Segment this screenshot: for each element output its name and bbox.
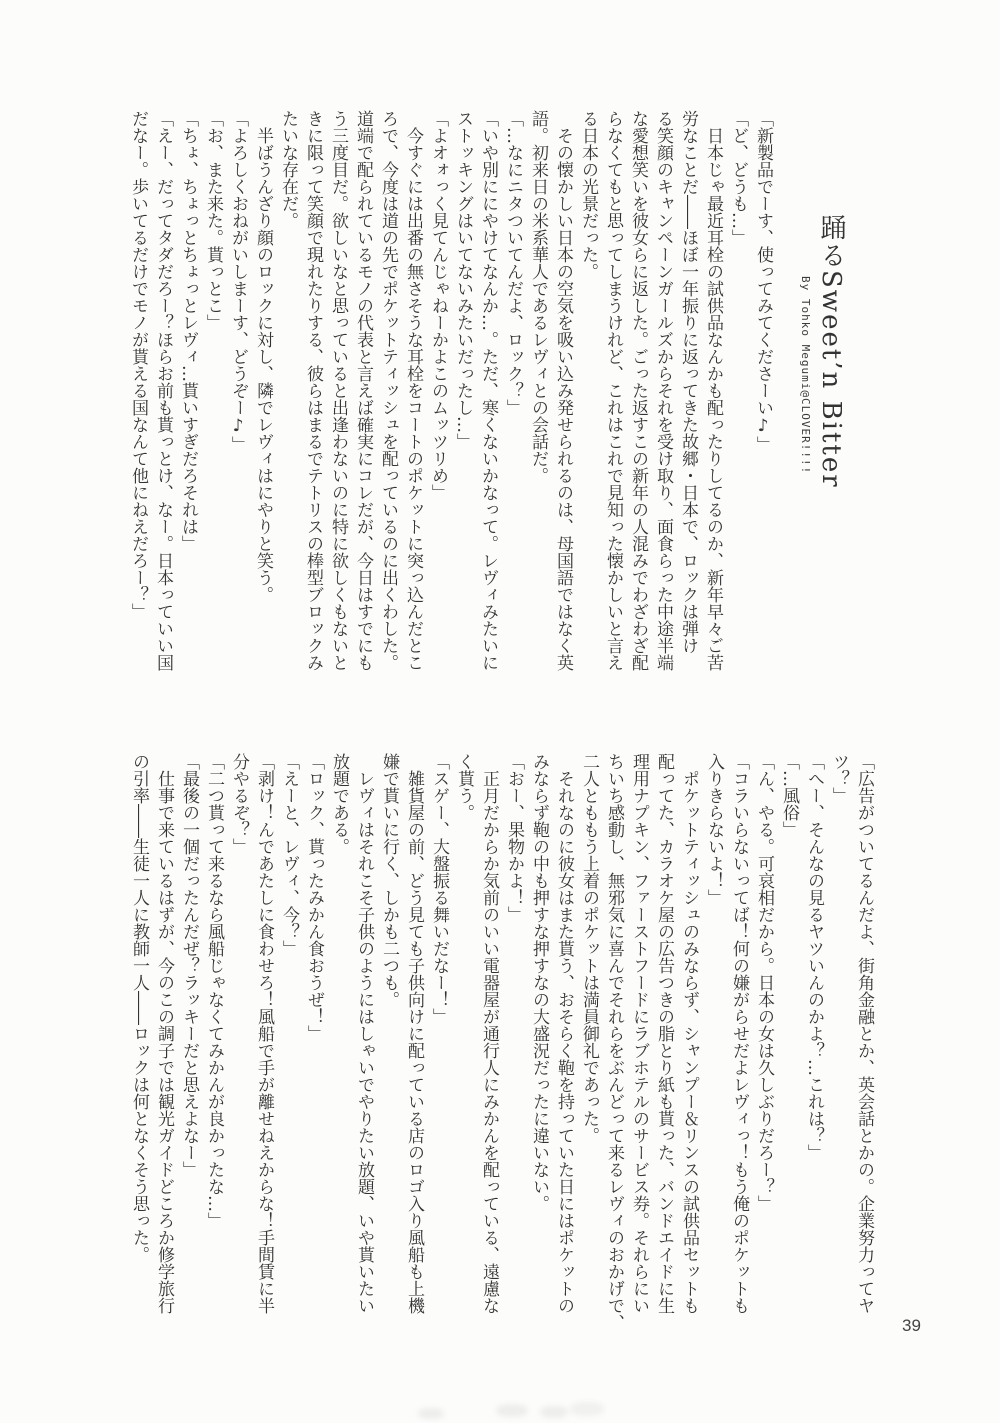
text-line: く貰う。 bbox=[454, 753, 474, 821]
text-line: 「へー、そんなの見るヤツいんのかよ？…これは？」 bbox=[804, 753, 824, 1161]
print-bleed-smudge bbox=[570, 1402, 604, 1416]
page-title: 踊るSweet’n Bitter bbox=[816, 214, 846, 489]
text-line: みならず鞄の中も押すな押すなの大盛況だったに違いない。 bbox=[529, 753, 549, 1212]
text-line: ストッキングはいてないみたいだったし…」 bbox=[453, 110, 473, 450]
text-line: る笑顔のキャンペーンガールズからそれを受け取り、面食らった中途半端 bbox=[653, 110, 673, 671]
print-bleed-smudge bbox=[540, 1406, 568, 1418]
text-line: 道端で配られているモノの代表と言えば確実にコレだが、今日はすでにも bbox=[353, 110, 373, 671]
text-line: 半ばうんざり顔のロックに対し、隣でレヴィはにやりと笑う。 bbox=[253, 110, 273, 603]
text-line: 正月だからか気前のいい電器屋が通行人にみかんを配っている、遠慮な bbox=[479, 753, 499, 1314]
text-line: ツ？」 bbox=[829, 753, 849, 804]
text-line: たいな存在だ。 bbox=[278, 110, 298, 229]
text-line: 「お、また来た。貰っとこ」 bbox=[203, 110, 223, 331]
text-line: の引率――生徒一人に教師一人――ロックは何となくそう思った。 bbox=[129, 753, 149, 1263]
text-line: 雑貨屋の前、どう見ても子供向けに配っている店のロゴ入り風船も上機 bbox=[404, 753, 424, 1314]
text-line: その懐かしい日本の空気を吸い込み発せられるのは、母国語ではなく英 bbox=[553, 110, 573, 671]
text-line: 入りきらないよ！」 bbox=[704, 753, 724, 906]
text-line: 「剥け！んであたしに食わせろ！風船で手が離せねえからな！手間賃に半 bbox=[254, 753, 274, 1314]
text-line: ポケットティッシュのみならず、シャンプー＆リンスの試供品セットも bbox=[679, 753, 699, 1314]
text-line: レヴィはそれこそ子供のようにはしゃいでやりたい放題、いや貰いたい bbox=[354, 753, 374, 1314]
text-line: 「最後の一個だったんだぜ？ラッキーだと思えよなー」 bbox=[179, 753, 199, 1178]
text-line: 「ん、やる。可哀相だから。日本の女は久しぶりだろー？」 bbox=[754, 753, 774, 1212]
text-line: 「えー、だってタダだろー？ほらお前も貰っとけ、なー。日本っていい国 bbox=[153, 110, 173, 671]
text-line: 日本じゃ最近耳栓の試供品なんかも配ったりしてるのか、新年早々ご苦 bbox=[703, 110, 723, 671]
text-line: 二人とももう上着のポケットは満員御礼であった。 bbox=[579, 753, 599, 1144]
page-number: 39 bbox=[902, 1316, 921, 1335]
text-line: 「コラいらないってば！何の嫌がらせだよレヴィっ！もう俺のポケットも bbox=[729, 753, 749, 1314]
text-line: それなのに彼女はまた貰う、おそらく鞄を持っていた日にはポケットの bbox=[554, 753, 574, 1314]
text-line: ろで、今度は道の先でポケットティッシュを配っているのに出くわした。 bbox=[378, 110, 398, 671]
text-line: る日本の光景だった。 bbox=[578, 110, 598, 280]
text-line: 「いや別ににやけてなんか…。ただ、寒くないかなって。レヴィみたいに bbox=[478, 110, 498, 671]
text-line: 理用ナプキン、ファーストフードにラブホテルのサービス券。それらにい bbox=[629, 753, 649, 1314]
story-text-block-top bbox=[125, 110, 775, 671]
author-byline: By Tohko Megumi@CLOVER!!!! bbox=[799, 276, 812, 475]
print-bleed-smudge bbox=[418, 1408, 444, 1419]
text-line: 今すぐには出番の無さそうな耳栓をコートのポケットに突っ込んだとこ bbox=[403, 110, 423, 671]
text-line: 「おー、果物かよ！」 bbox=[504, 753, 524, 923]
text-line: 配ってた、カラオケ屋の広告つきの脂とり紙も貰った、バンドエイドに生 bbox=[654, 753, 674, 1314]
text-line: 「ロック、貰ったみかん食おうぜ！」 bbox=[304, 753, 324, 1042]
text-line: きに限って笑顔で現れたりする、彼らはまるでテトリスの棒型ブロックみ bbox=[303, 110, 323, 671]
text-line: 嫌で貰いに行く、しかも二つも。 bbox=[379, 753, 399, 1008]
text-line: 「ど、どうも…」 bbox=[728, 110, 748, 246]
text-line: 「二つ貰って来るなら風船じゃなくてみかんが良かったな…」 bbox=[204, 753, 224, 1229]
text-line: 分やるぞ？」 bbox=[229, 753, 249, 855]
text-line: 「よろしくおねがいしまーす、どうぞー♪」 bbox=[228, 110, 248, 453]
text-line: 「新製品でーす、使ってみてくださーい♪」 bbox=[753, 110, 773, 453]
text-line: 語。初来日の米系華人であるレヴィとの会話だ。 bbox=[528, 110, 548, 484]
text-line: 放題である。 bbox=[329, 753, 349, 855]
text-line: らなくてもと思ってしまうけれど、これはこれで見知った懐かしいと言え bbox=[603, 110, 623, 671]
text-line: だなー。歩いてるだけでモノが貰える国なんて他にねえだろー？」 bbox=[128, 110, 148, 620]
text-line: う三度目だ。欲しいなと思っていると出逢わないのに特に欲しくもないと bbox=[328, 110, 348, 671]
text-line: 「スゲー、大盤振る舞いだなー！」 bbox=[429, 753, 449, 1025]
print-bleed-smudge bbox=[496, 1404, 528, 1417]
text-line: 「…風俗」 bbox=[779, 753, 799, 838]
text-line: 労なことだ――ほぼ一年振りに返ってきた故郷・日本で、ロックは弾け bbox=[678, 110, 698, 654]
text-line: 「えーと、レヴィ、今？」 bbox=[279, 753, 299, 957]
text-line: な愛想笑いを彼女らに返した。ごった返すこの新年の人混みでわざわざ配 bbox=[628, 110, 648, 671]
text-line: 仕事で来ているはずが、今のこの調子では観光ガイドどころか修学旅行 bbox=[154, 753, 174, 1314]
text-line: 「よオォっく見てんじゃねーかよこのムッツリめ」 bbox=[428, 110, 448, 501]
text-line: 「ちょ、ちょっとちょっとレヴィ…貰いすぎだろそれは」 bbox=[178, 110, 198, 552]
text-line: 「…なにニタついてんだよ、ロック？」 bbox=[503, 110, 523, 416]
story-text-block-bottom bbox=[126, 753, 876, 1331]
text-line: 「広告がついてるんだよ、街角金融とか、英会話とかの。企業努力ってヤ bbox=[854, 753, 874, 1314]
text-line: ちいち感動し、無邪気に喜んでそれらをぶんどって来るレヴィのおかげで、 bbox=[604, 753, 624, 1331]
